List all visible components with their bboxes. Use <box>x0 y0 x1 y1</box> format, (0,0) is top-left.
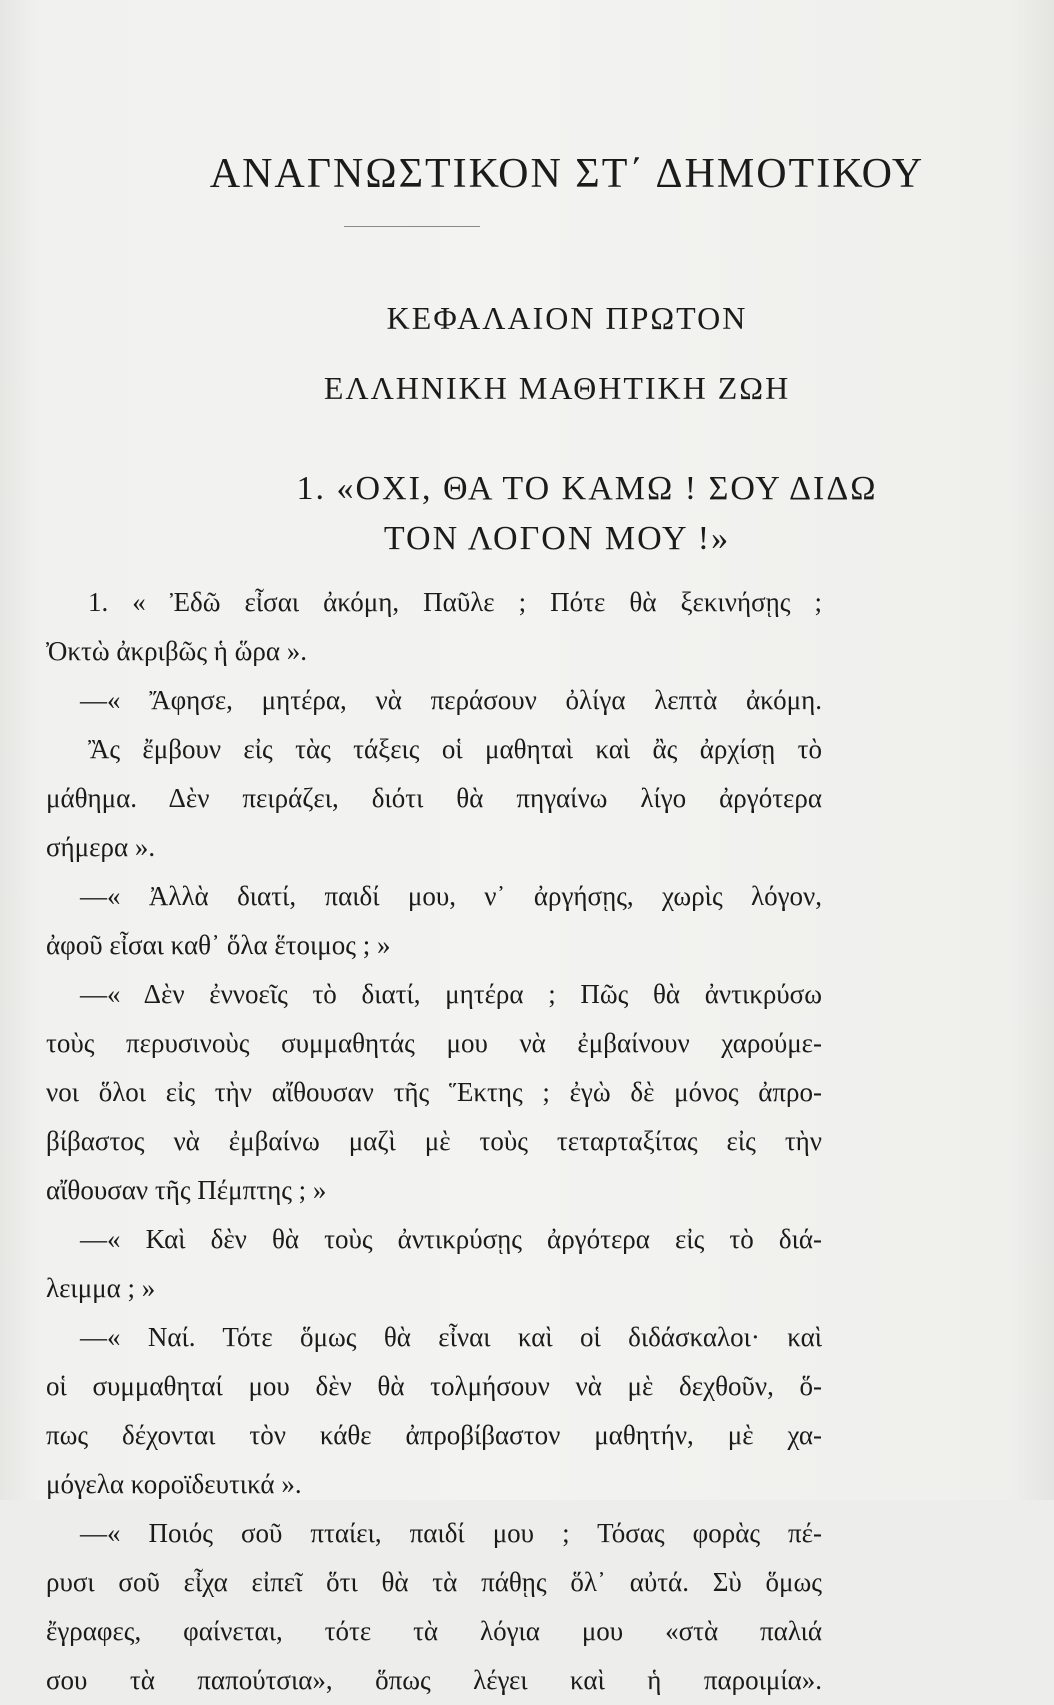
chapter-subtitle: ΕΛΛΗΝΙΚΗ ΜΑΘΗΤΙΚΗ ΖΩΗ <box>323 370 791 406</box>
text-line: λειμμα ; » <box>46 1273 156 1303</box>
text-line: Ἂς ἔμβουν εἰς τὰς τάξεις οἱ μαθηταὶ καὶ ἂς ἀρχίσῃ τὸ <box>88 734 822 764</box>
text-line: —« Ναί. Τότε ὅμως θὰ εἶναι καὶ οἱ διδάσκαλοι· καὶ <box>80 1322 822 1352</box>
text-line: —« Δὲν ἐννοεῖς τὸ διατί, μητέρα ; Πῶς θὰ ἀντικρύσω <box>80 979 822 1009</box>
text-line: βίβαστος νὰ ἐμβαίνω μαζὶ μὲ τοὺς τεταρταξίτας εἰς τὴν <box>46 1126 822 1156</box>
text-line: —« Ἀλλὰ διατί, παιδί μου, ν᾽ ἀργήσῃς, χωρὶς λόγον, <box>80 881 822 911</box>
text-line: σήμερα ». <box>46 832 156 862</box>
chapter-title: ΚΕΦΑΛΑΙΟΝ ΠΡΩΤΟΝ <box>386 300 748 336</box>
text-line: μάθημα. Δὲν πειράζει, διότι θὰ πηγαίνω λίγο ἀργότερα <box>46 783 822 813</box>
text-line: Ὀκτὼ ἀκριβῶς ἡ ὥρα ». <box>46 636 308 666</box>
text-line: 1. « Ἐδῶ εἶσαι ἀκόμη, Παῦλε ; Πότε θὰ ξεκινήσῃς ; <box>88 587 822 617</box>
text-line: μόγελα κοροϊδευτικά ». <box>46 1469 302 1499</box>
text-line: —« Ἄφησε, μητέρα, νὰ περάσουν ὀλίγα λεπτὰ ἀκόμη. <box>80 685 822 715</box>
text-line: τοὺς περυσινοὺς συμμαθητάς μου νὰ ἐμβαίνουν χαρούμε- <box>46 1028 822 1058</box>
lesson-title-line-1: 1. «ΟΧΙ, ΘΑ ΤΟ ΚΑΜΩ ! ΣΟΥ ΔΙΔΩ <box>296 470 878 507</box>
text-line: πως δέχονται τὸν κάθε ἀπροβίβαστον μαθητήν, μὲ χα- <box>46 1420 822 1450</box>
lesson-title-line-2: ΤΟΝ ΛΟΓΟΝ ΜΟΥ !» <box>383 520 731 557</box>
text-line: —« Καὶ δὲν θὰ τοὺς ἀντικρύσῃς ἀργότερα εἰς τὸ διά- <box>80 1224 822 1254</box>
text-line: σου τὰ παπούτσια», ὅπως λέγει καὶ ἡ παροιμία». <box>46 1665 822 1695</box>
book-title: ΑΝΑΓΝΩΣΤΙΚΟΝ ΣΤ΄ ΔΗΜΟΤΙΚΟΥ <box>209 151 925 197</box>
text-line: ἀφοῦ εἶσαι καθ᾽ ὅλα ἕτοιμος ; » <box>46 930 391 960</box>
title-divider <box>344 226 480 227</box>
text-line: νοι ὅλοι εἰς τὴν αἴθουσαν τῆς Ἕκτης ; ἐγὼ δὲ μόνος ἀπρο- <box>46 1077 822 1107</box>
text-line: ἔγραφες, φαίνεται, τότε τὰ λόγια μου «στὰ παλιά <box>46 1616 822 1646</box>
text-line: ρυσι σοῦ εἶχα εἰπεῖ ὅτι θὰ τὰ πάθῃς ὅλ᾽ αὐτά. Σὺ ὅμως <box>46 1567 822 1597</box>
lesson-body-text <box>46 578 822 1705</box>
text-line: οἱ συμμαθηταί μου δὲν θὰ τολμήσουν νὰ μὲ δεχθοῦν, ὅ- <box>46 1371 822 1401</box>
text-line: αἴθουσαν τῆς Πέμπτης ; » <box>46 1175 327 1205</box>
text-line: —« Ποιός σοῦ πταίει, παιδί μου ; Τόσας φορὰς πέ- <box>80 1518 822 1548</box>
